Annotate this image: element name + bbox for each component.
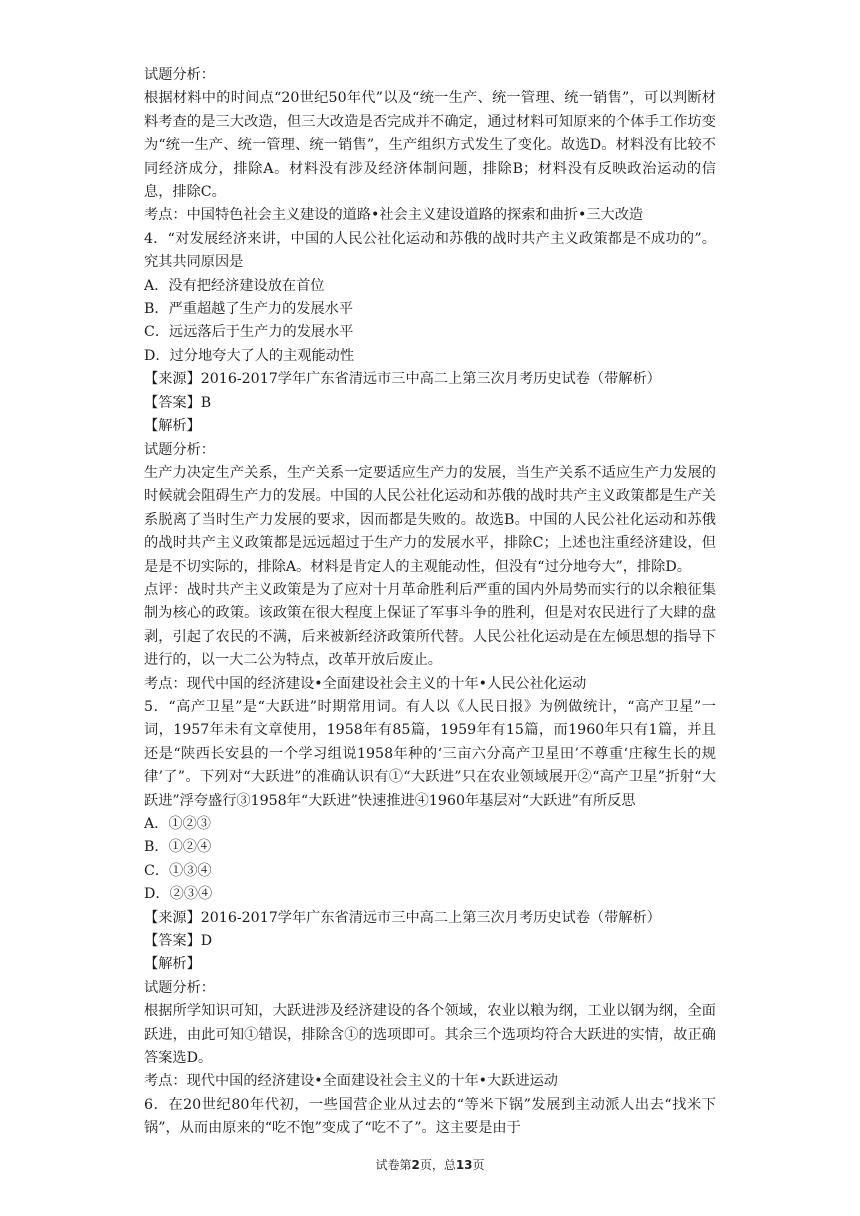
question-5-analysis-heading: 【解析】 xyxy=(144,956,201,973)
question-5-option-b: B．①②④ xyxy=(144,839,212,856)
text-paragraph: 根据材料中的时间点“20世纪50年代”以及“统一生产、统一管理、统一销售”，可以判断材料考查的是三大改造，但三大改造是否完成并不确定，通过材料可知原来的个体手工作坊变为“统一生产、统一管理、统一销售”，生产组织方式发生了变化。故选D。材料没有比较不同经济成分，排除A。材料没有涉及经济体制问题，排除B；材料没有反映政治运动的信息，排除C。 xyxy=(144,90,716,201)
question-4-option-d: D．过分地夸大了人的主观能动性 xyxy=(144,347,355,364)
question-5-stem: 5．“高产卫星”是“大跃进”时期常用词。有人以《人民日报》为例做统计，“高产卫星”一词，1957年未有文章使用，1958年有85篇，1959年有15篇，而1960年只有1篇，并且还是“陕西长安县的一个学习组说1958年种的‘三亩六分高产卫星田’不尊重‘庄稼生长的规律’了”。下列对“大跃进”的准确认识有①“大跃进”只在农业领域展开②“高产卫星”折射“大跃进”浮夸盛行③1958年“大跃进”快速推进④1960年基层对“大跃进”有所反思 xyxy=(144,698,716,809)
page-footer xyxy=(0,1157,860,1173)
question-4-answer: 【答案】B xyxy=(144,394,212,411)
text-paragraph: 点评：战时共产主义政策是为了应对十月革命胜利后严重的国内外局势而实行的以余粮征集制为核心的政策。该政策在很大程度上保证了军事斗争的胜利，但是对农民进行了大肆的盘剥，引起了农民的不满，后来被新经济政策所代替。人民公社化运动是在左倾思想的指导下进行的，以一大二公为特点，改革开放后废止。 xyxy=(144,581,716,669)
text-line: 考点：现代中国的经济建设•全面建设社会主义的十年•大跃进运动 xyxy=(144,1073,558,1090)
question-6-stem: 6．在20世纪80年代初，一些国营企业从过去的“等米下锅”发展到主动派人出去“找米下锅”，从而由原来的“吃不饱”变成了“吃不了”。这主要是由于 xyxy=(144,1096,716,1137)
text-line: 考点：现代中国的经济建设•全面建设社会主义的十年•人民公社化运动 xyxy=(144,675,587,692)
footer-prefix: 试卷第 xyxy=(375,1158,412,1172)
question-4-analysis-heading: 【解析】 xyxy=(144,418,201,435)
text-line: 考点：中国特色社会主义建设的道路•社会主义建设道路的探索和曲折•三大改造 xyxy=(144,207,644,224)
text-line: 试题分析： xyxy=(144,441,215,458)
question-4-option-b: B．严重超越了生产力的发展水平 xyxy=(144,301,354,318)
text-paragraph: 根据所学知识可知，大跃进涉及经济建设的各个领域，农业以粮为纲，工业以钢为纲，全面跃进，由此可知①错误，排除含①的选项即可。其余三个选项均符合大跃进的实情，故正确答案选D。 xyxy=(144,1003,716,1067)
text-line: 试题分析： xyxy=(144,67,215,83)
footer-suffix: 页 xyxy=(472,1158,485,1172)
question-5-source: 【来源】2016-2017学年广东省清远市三中高二上第三次月考历史试卷（带解析） xyxy=(144,909,661,926)
text-line: 试题分析： xyxy=(144,979,215,996)
footer-page-number: 2 xyxy=(411,1158,420,1172)
question-4-source: 【来源】2016-2017学年广东省清远市三中高二上第三次月考历史试卷（带解析） xyxy=(144,371,661,388)
document-body xyxy=(144,64,716,1141)
question-4-stem: 4．“对发展经济来讲，中国的人民公社化运动和苏俄的战时共产主义政策都是不成功的”。究其共同原因是 xyxy=(144,230,716,271)
footer-middle: 页，总 xyxy=(419,1158,456,1172)
question-4-option-c: C．远远落后于生产力的发展水平 xyxy=(144,324,354,341)
question-5-option-c: C．①③④ xyxy=(144,862,212,879)
question-5-option-a: A．①②③ xyxy=(144,816,211,832)
question-4-option-a: A．没有把经济建设放在首位 xyxy=(144,277,325,294)
question-5-option-d: D．②③④ xyxy=(144,886,213,903)
text-paragraph: 生产力决定生产关系，生产关系一定要适应生产力的发展，当生产关系不适应生产力发展的时候就会阻碍生产力的发展。中国的人民公社化运动和苏俄的战时共产主义政策都是生产关系脱离了当时生产力发展的要求，因而都是失败的。故选B。中国的人民公社化运动和苏俄的战时共产主义政策都是远远超过于生产力的发展水平，排除C；上述也注重经济建设，但是是不切实际的，排除A。材料是肯定人的主观能动性，但没有“过分地夸大”，排除D。 xyxy=(144,464,716,575)
question-5-answer: 【答案】D xyxy=(144,933,213,950)
footer-total-pages: 13 xyxy=(455,1158,473,1172)
